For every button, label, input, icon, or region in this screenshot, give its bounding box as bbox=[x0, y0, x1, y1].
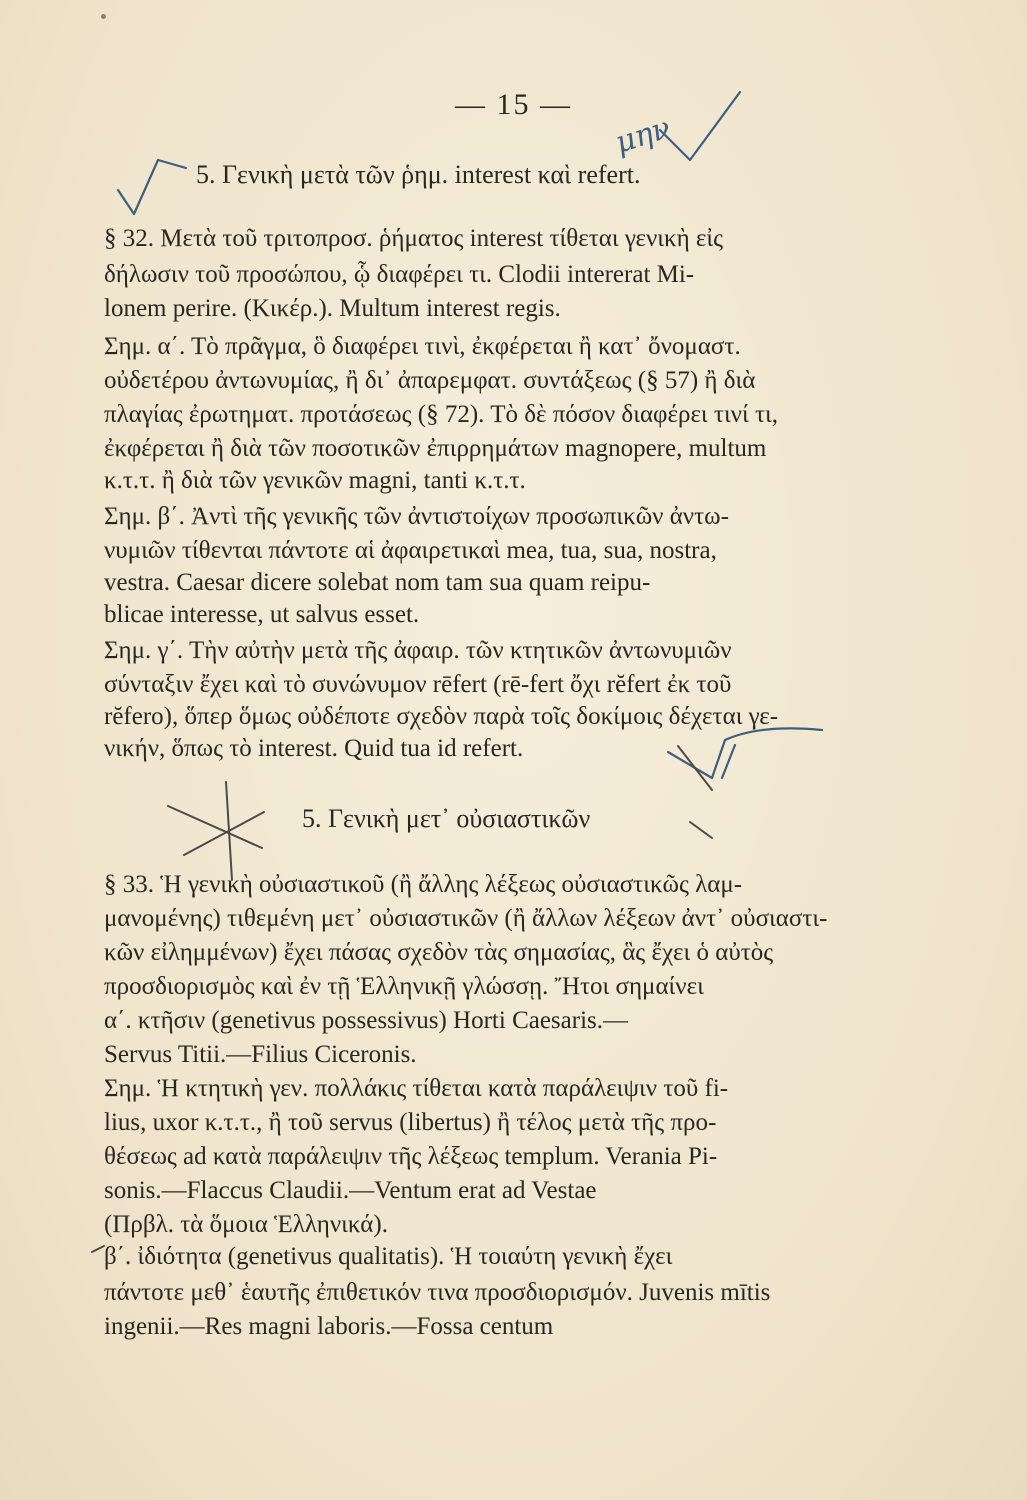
handwritten-annotation: μην bbox=[610, 110, 675, 161]
text-line: προσδιορισμὸς καὶ ἐν τῇ Ἑλληνικῇ γλώσσῃ. Ἤτοι σημαίνει bbox=[104, 973, 704, 1000]
text-line: μανομένης) τιθεμένη μετ᾽ οὐσιαστικῶν (ἢ ἄλλων λέξεων ἀντ᾽ οὐσιαστι- bbox=[104, 905, 828, 932]
text-line: κ.τ.τ. ἢ διὰ τῶν γενικῶν magni, tanti κ.τ.τ. bbox=[104, 467, 526, 494]
text-line: (Πρβλ. τὰ ὅμοια Ἑλληνικά). bbox=[104, 1211, 388, 1238]
text-line: θέσεως ad κατὰ παράλειψιν τῆς λέξεως templum. Verania Pi- bbox=[104, 1143, 718, 1170]
text-line: § 33. Ἡ γενικὴ οὐσιαστικοῦ (ἢ ἄλλης λέξεως οὐσιαστικῶς λαμ- bbox=[104, 871, 743, 898]
text-line: νικήν, ὅπως τὸ interest. Quid tua id refert. bbox=[104, 735, 524, 762]
text-line: lius, uxor κ.τ.τ., ἢ τοῦ servus (libertus) ἢ τέλος μετὰ τῆς προ- bbox=[104, 1109, 717, 1136]
text-line: πλαγίας ἐρωτηματ. προτάσεως (§ 72). Τὸ δὲ πόσον διαφέρει τινί τι, bbox=[104, 401, 778, 428]
text-line: α΄. κτῆσιν (genetivus possessivus) Horti Caesaris.— bbox=[104, 1007, 629, 1034]
text-line: lonem perire. (Κικέρ.). Multum interest regis. bbox=[104, 295, 561, 322]
text-line: ingenii.—Res magni laboris.—Fossa centum bbox=[104, 1313, 554, 1340]
checkmark-icon bbox=[118, 160, 186, 214]
text-line: Σημ. α΄. Τὸ πρᾶγμα, ὃ διαφέρει τινὶ, ἐκφέρεται ἢ κατ᾽ ὄνομαστ. bbox=[104, 333, 741, 360]
text-line: § 32. Μετὰ τοῦ τριτοπροσ. ῥήματος interest τίθεται γενικὴ εἰς bbox=[104, 225, 724, 252]
text-line: β΄. ἰδιότητα (genetivus qualitatis). Ἡ τοιαύτη γενικὴ ἔχει bbox=[104, 1243, 673, 1270]
page-number: — 15 — bbox=[455, 88, 572, 121]
cross-mark-icon bbox=[168, 806, 262, 848]
text-line: ἐκφέρεται ἢ διὰ τῶν ποσοτικῶν ἐπιρρημάτων magnopere, multum bbox=[104, 435, 767, 462]
text-line: rĕfero), ὅπερ ὅμως οὐδέποτε σχεδὸν παρὰ τοῖς δοκίμοις δέχεται γε- bbox=[104, 703, 779, 730]
text-line: νυμιῶν τίθενται πάντοτε αἱ ἀφαιρετικαὶ mea, tua, sua, nostra, bbox=[104, 537, 717, 564]
text-line: κῶν εἰλημμένων) ἔχει πάσας σχεδὸν τὰς σημασίας, ἃς ἔχει ὁ αὐτὸς bbox=[104, 939, 774, 966]
ink-dot bbox=[101, 14, 106, 19]
text-line: σύνταξιν ἔχει καὶ τὸ συνώνυμον rēfert (rē-fert ὄχι rĕfert ἐκ τοῦ bbox=[104, 671, 732, 698]
text-line: οὐδετέρου ἀντωνυμίας, ἢ δι᾽ ἀπαρεμφατ. συντάξεως (§ 57) ἢ διὰ bbox=[104, 367, 756, 394]
text-line: Σημ. Ἡ κτητικὴ γεν. πολλάκις τίθεται κατὰ παράλειψιν τοῦ fi- bbox=[104, 1075, 729, 1102]
text-line: Σημ. β΄. Ἀντὶ τῆς γενικῆς τῶν ἀντιστοίχων προσωπικῶν ἀντω- bbox=[104, 503, 729, 530]
text-line: πάντοτε μεθ᾽ ἑαυτῆς ἐπιθετικόν τινα προσδιορισμόν. Juvenis mītis bbox=[104, 1279, 771, 1306]
section-heading-interest-refert: 5. Γενικὴ μετὰ τῶν ῥημ. interest καὶ refert. bbox=[196, 160, 641, 189]
text-line: Σημ. γ΄. Τὴν αὐτὴν μετὰ τῆς ἀφαιρ. τῶν κτητικῶν ἀντωνυμιῶν bbox=[104, 637, 732, 664]
text-line: Servus Titii.—Filius Ciceronis. bbox=[104, 1041, 417, 1068]
text-line: blicae interesse, ut salvus esset. bbox=[104, 601, 420, 628]
text-line: δήλωσιν τοῦ προσώπου, ᾧ διαφέρει τι. Clodii intererat Mi- bbox=[104, 261, 695, 288]
section-heading-genitive-nouns: 5. Γενικὴ μετ᾽ οὐσιαστικῶν bbox=[302, 804, 591, 833]
text-line: sonis.—Flaccus Claudii.—Ventum erat ad Vestae bbox=[104, 1177, 597, 1204]
text-line: vestra. Caesar dicere solebat nom tam sua quam reipu- bbox=[104, 569, 651, 596]
